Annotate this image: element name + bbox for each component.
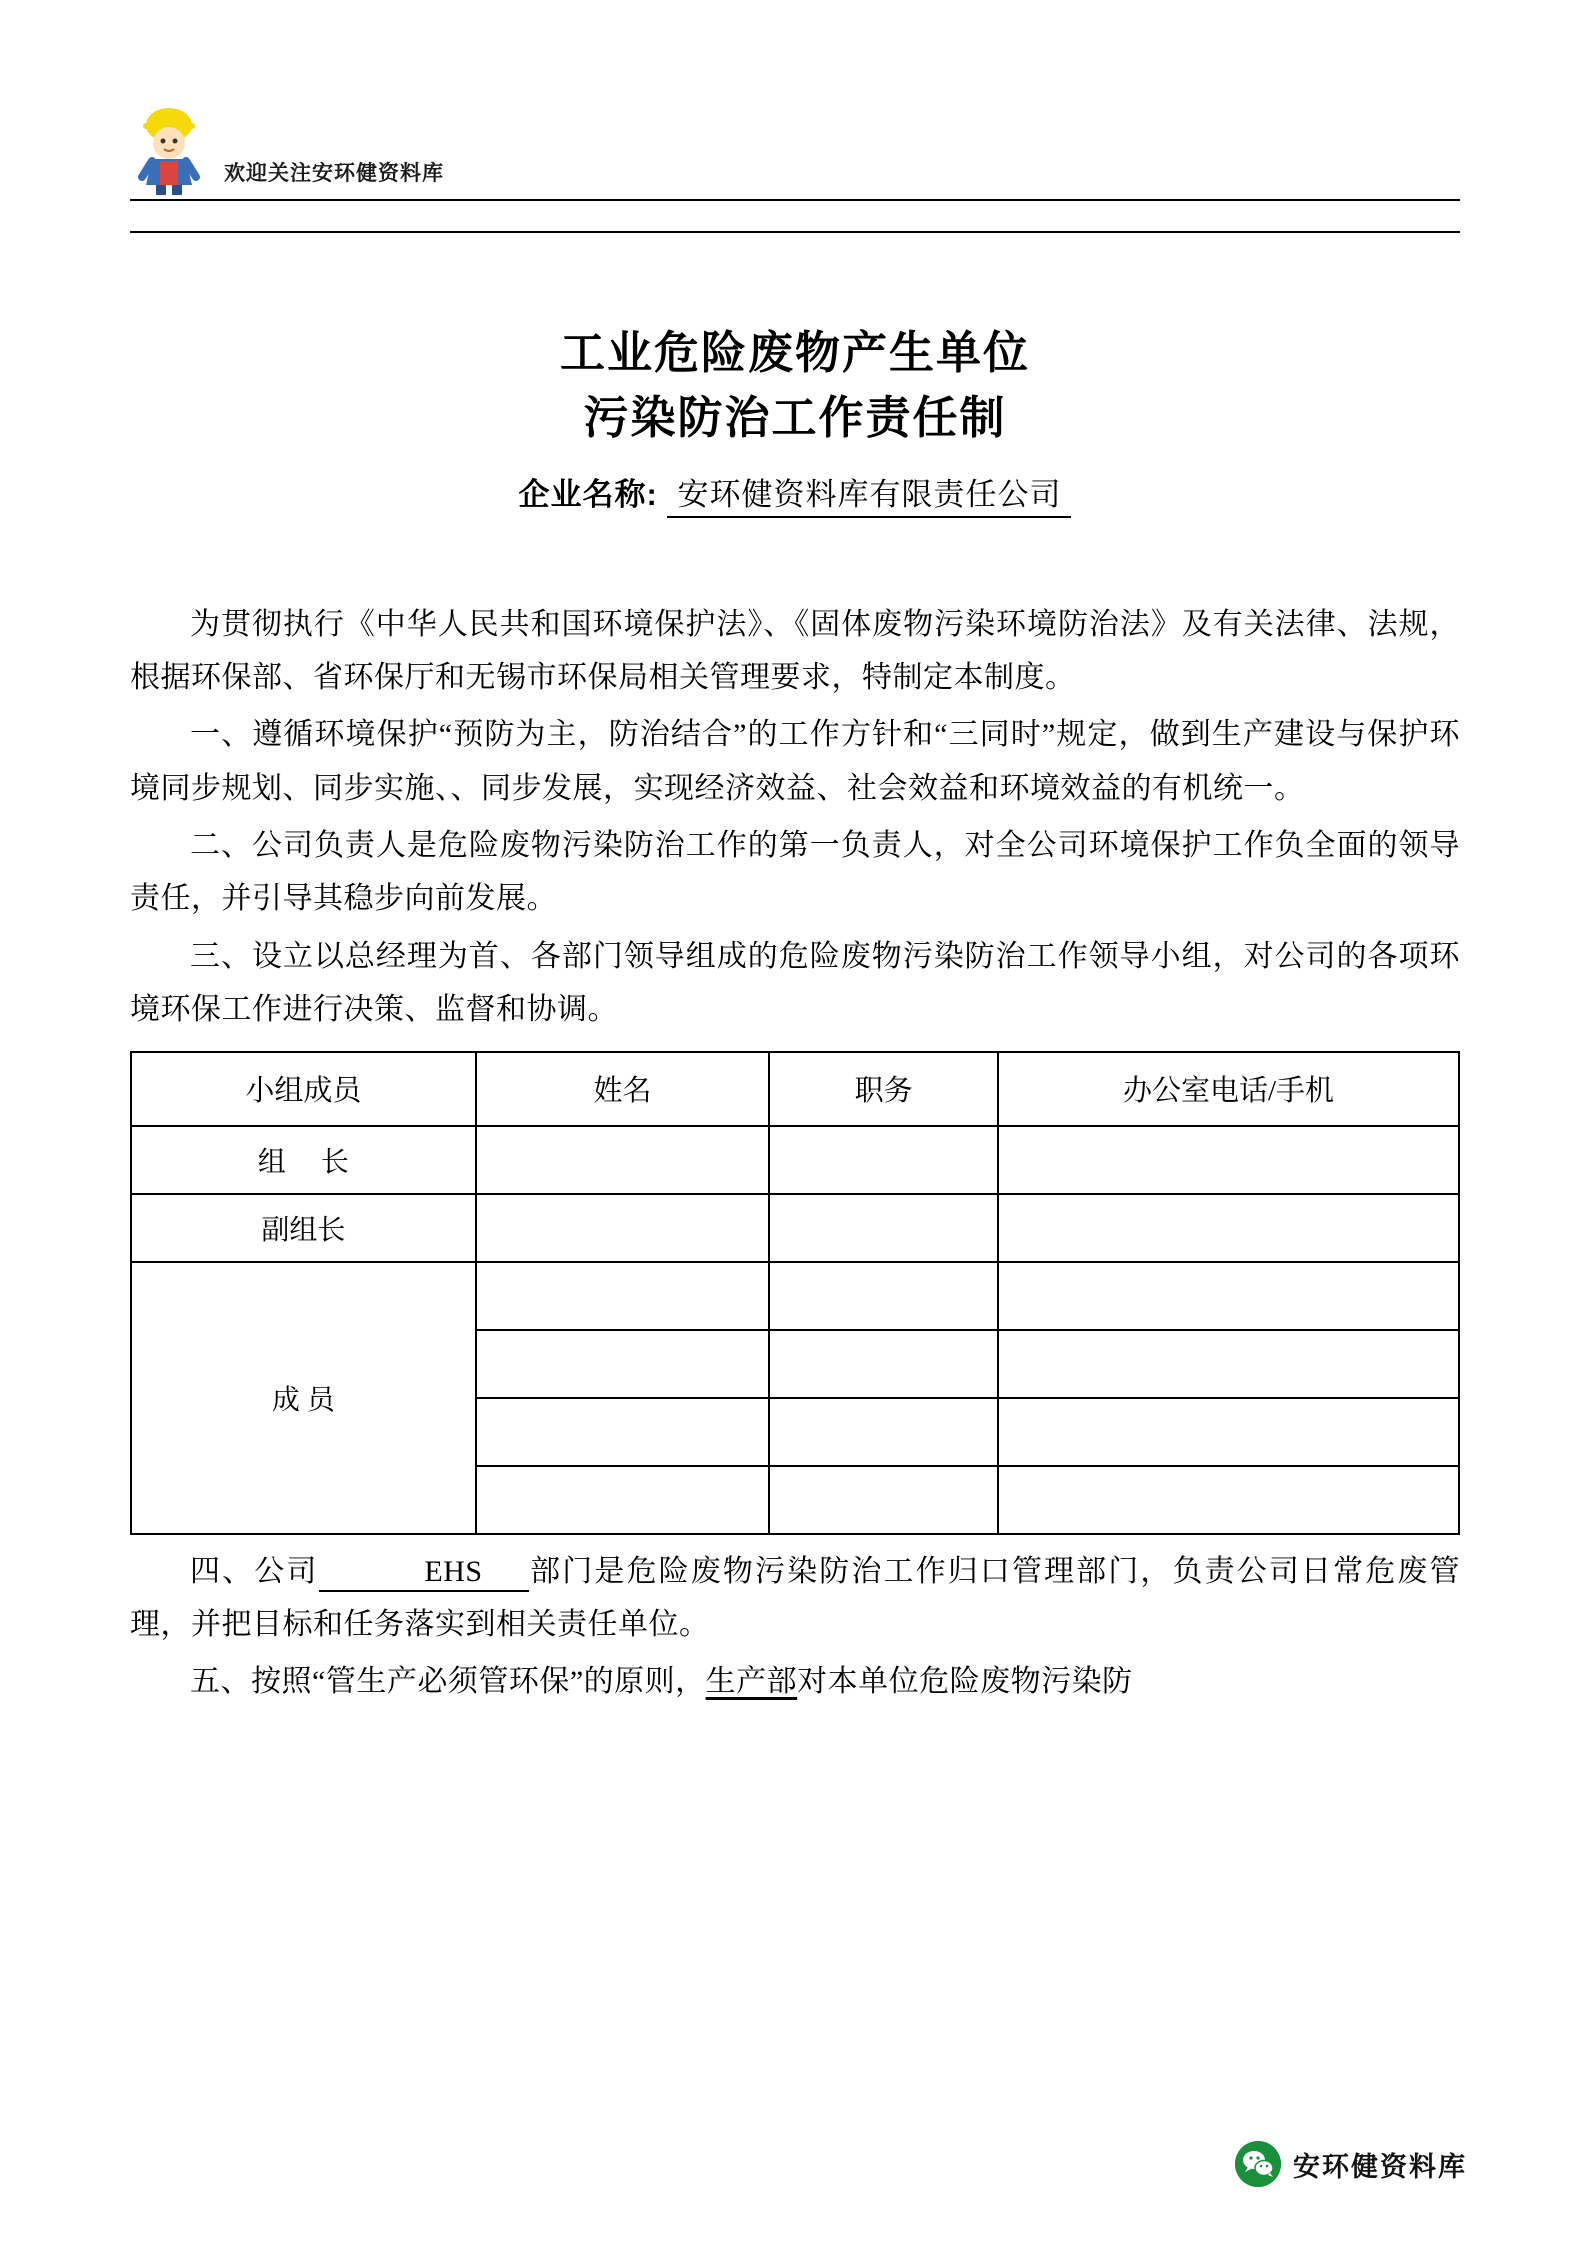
row-post-cell[interactable] bbox=[769, 1330, 998, 1398]
table-header-cell: 小组成员 bbox=[131, 1052, 476, 1126]
row-post-cell[interactable] bbox=[769, 1398, 998, 1466]
document-body bbox=[130, 320, 1460, 1709]
page-title bbox=[130, 320, 1460, 451]
row-phone-cell[interactable] bbox=[998, 1126, 1459, 1194]
table-row bbox=[131, 1262, 1459, 1330]
table-header-cell: 职务 bbox=[769, 1052, 998, 1126]
row-role-members: 成 员 bbox=[131, 1262, 476, 1534]
clause-5-prefix: 五、按照“管生产必须管环保”的原则， bbox=[190, 1665, 706, 1699]
clause-4-department-field[interactable]: EHS bbox=[319, 1554, 529, 1592]
paragraph-clause-3: 三、设立以总经理为首、各部门领导组成的危险废物污染防治工作领导小组，对公司的各项环境环保工作进行决策、监督和协调。 bbox=[130, 939, 1460, 1027]
clause-4-prefix: 四、公司 bbox=[190, 1554, 319, 1588]
company-name-value: 安环健资料库有限责任公司 bbox=[667, 469, 1071, 518]
brand-label: 欢迎关注安环健资料库 bbox=[224, 162, 444, 185]
brand-block bbox=[130, 85, 1460, 195]
clause-5-department: 生产部 bbox=[705, 1665, 798, 1699]
wechat-logo-icon bbox=[1235, 2141, 1281, 2187]
table-row bbox=[131, 1126, 1459, 1194]
clause-5-suffix: 对本单位危险废物污染防 bbox=[797, 1665, 1133, 1699]
paragraph-intro: 为贯彻执行《中华人民共和国环境保护法》、《固体废物污染环境防治法》及有关法律、法规，根据环保部、省环保厅和无锡市环保局相关管理要求，特制定本制度。 bbox=[130, 607, 1460, 694]
company-name-line bbox=[130, 469, 1460, 518]
page-header bbox=[130, 85, 1460, 233]
header-rule-bottom bbox=[130, 231, 1460, 233]
row-post-cell[interactable] bbox=[769, 1466, 998, 1534]
table-row bbox=[131, 1194, 1459, 1262]
row-phone-cell[interactable] bbox=[998, 1466, 1459, 1534]
table-header-cell: 办公室电话/手机 bbox=[998, 1052, 1459, 1126]
leadership-group-table bbox=[130, 1051, 1460, 1535]
row-phone-cell[interactable] bbox=[998, 1330, 1459, 1398]
table-header-row bbox=[131, 1052, 1459, 1126]
footer-badge bbox=[1235, 2141, 1467, 2187]
row-post-cell[interactable] bbox=[769, 1194, 998, 1262]
footer-badge-label: 安环健资料库 bbox=[1293, 2151, 1467, 2182]
paragraph-clause-4 bbox=[130, 1545, 1460, 1652]
paragraph-clause-2: 二、公司负责人是危险废物污染防治工作的第一负责人，对全公司环境保护工作负全面的领导责任，并引导其稳步向前发展。 bbox=[130, 829, 1460, 916]
row-phone-cell[interactable] bbox=[998, 1262, 1459, 1330]
row-name-cell[interactable] bbox=[476, 1330, 769, 1398]
row-role-leader: 组 长 bbox=[131, 1126, 476, 1194]
row-phone-cell[interactable] bbox=[998, 1194, 1459, 1262]
row-name-cell[interactable] bbox=[476, 1126, 769, 1194]
worker-mascot-icon bbox=[130, 95, 208, 195]
title-line-2: 污染防治工作责任制 bbox=[583, 392, 1007, 444]
row-name-cell[interactable] bbox=[476, 1262, 769, 1330]
row-post-cell[interactable] bbox=[769, 1126, 998, 1194]
row-name-cell[interactable] bbox=[476, 1398, 769, 1466]
table-header-cell: 姓名 bbox=[476, 1052, 769, 1126]
clause-4-suffix: 部门是危险废物污染防治工作归口管理部门，负责公司日常危废管理，并把目标和任务落实到相关责任单位。 bbox=[130, 1554, 1461, 1642]
paragraph-clause-1: 一、遵循环境保护“预防为主，防治结合”的工作方针和“三同时”规定，做到生产建设与保护环境同步规划、同步实施、、同步发展，实现经济效益、社会效益和环境效益的有机统一。 bbox=[130, 718, 1460, 805]
row-name-cell[interactable] bbox=[476, 1466, 769, 1534]
row-role-deputy: 副组长 bbox=[131, 1194, 476, 1262]
row-phone-cell[interactable] bbox=[998, 1398, 1459, 1466]
row-name-cell[interactable] bbox=[476, 1194, 769, 1262]
header-rule-top bbox=[130, 199, 1460, 201]
company-name-label: 企业名称: bbox=[518, 476, 658, 512]
paragraph-clause-5 bbox=[130, 1655, 1460, 1708]
title-line-1: 工业危险废物产生单位 bbox=[559, 327, 1030, 378]
row-post-cell[interactable] bbox=[769, 1262, 998, 1330]
